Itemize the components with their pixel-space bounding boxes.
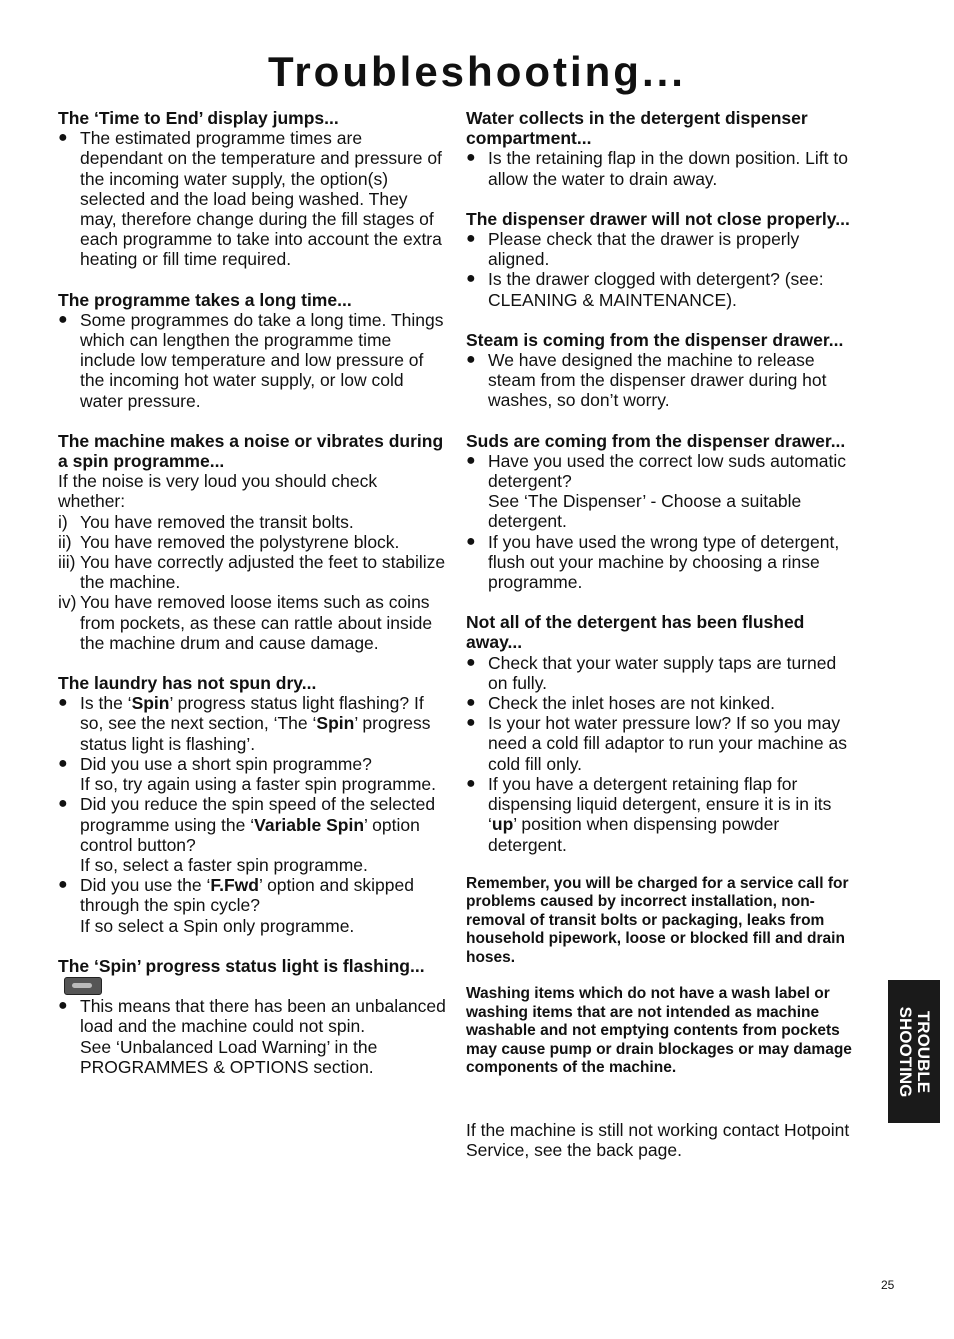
bullet-icon: ● <box>466 532 476 550</box>
bullet-item: ● Did you reduce the spin speed of the selected programme using the ‘Variable Spin’ option control button? <box>58 794 436 855</box>
bullet-icon: ● <box>466 714 476 732</box>
section-heading: The ‘Time to End’ display jumps... <box>58 108 339 128</box>
bullet-icon: ● <box>58 129 68 147</box>
bullet-continuation: See ‘The Dispenser’ - Choose a suitable detergent. <box>488 491 802 532</box>
section-not-flushed <box>466 612 858 854</box>
bullet-icon: ● <box>58 876 68 894</box>
bullet-icon: ● <box>58 310 68 328</box>
section-steam <box>466 330 858 411</box>
bullet-continuation: If so, select a faster spin programme. <box>80 854 368 875</box>
list-item: iii) You have correctly adjusted the feet to stabilize the machine. <box>58 552 446 593</box>
section-intro: If the noise is very loud you should check whether: <box>58 471 378 512</box>
right-column <box>466 108 858 1160</box>
bullet-item: ● Did you use a short spin programme? <box>58 753 372 774</box>
bullet-icon: ● <box>466 774 476 792</box>
section-programme-long <box>58 290 448 411</box>
bullet-item: ● This means that there has been an unbalanced load and the machine could not spin. <box>58 996 446 1037</box>
bullet-item: ● Check the inlet hoses are not kinked. <box>466 693 775 714</box>
bullet-item: ● Is the retaining flap in the down position. Lift to allow the water to drain away. <box>466 148 848 189</box>
bullet-item: ● Some programmes do take a long time. Things which can lengthen the programme time include low temperature and low pressure of the incoming hot water supply, or low cold water pressure. <box>58 309 444 411</box>
bullet-item: ● If you have a detergent retaining flap for dispensing liquid detergent, ensure it is in its ‘up’ position when dispensing powder detergent. <box>466 773 832 855</box>
list-item: iv) You have removed loose items such as coins from pockets, as these can rattle about inside the machine drum and cause damage. <box>58 592 433 653</box>
list-item: i) You have removed the transit bolts. <box>58 511 354 532</box>
section-heading: Suds are coming from the dispenser drawer... <box>466 430 846 451</box>
section-heading: The laundry has not spun dry... <box>58 673 317 694</box>
washing-items-note: Washing items which do not have a wash label or washing items that are not intended as machine washable and not emptying contents from pockets may cause pump or drain blockages or may damage components of the machine. <box>466 985 852 1077</box>
section-spin-light-flashing <box>58 956 448 1077</box>
section-side-tab <box>888 980 940 1123</box>
bullet-item: ● Is your hot water pressure low? If so you may need a cold fill adaptor to run your machine as cold fill only. <box>466 713 847 774</box>
bullet-icon: ● <box>466 149 476 167</box>
section-heading: The dispenser drawer will not close properly... <box>466 208 850 229</box>
service-charge-note: Remember, you will be charged for a service call for problems caused by incorrect installation, non-removal of transit bolts or packaging, leaks from household pipework, loose or blocked fill and drain hoses. <box>466 874 849 966</box>
section-noise-vibrates <box>58 431 448 653</box>
bullet-icon: ● <box>466 694 476 712</box>
section-heading: The ‘Spin’ progress status light is flashing... <box>58 956 448 996</box>
bullet-icon: ● <box>58 754 68 772</box>
bullet-item: ● Is the drawer clogged with detergent? (see: CLEANING & MAINTENANCE). <box>466 269 824 310</box>
section-time-to-end <box>58 108 448 270</box>
bullet-item: ● We have designed the machine to release steam from the dispenser drawer during hot washes, so don’t worry. <box>466 350 827 411</box>
bullet-item: ● Did you use the ‘F.Fwd’ option and skipped through the spin cycle? <box>58 875 414 916</box>
spin-status-light-icon <box>64 977 102 995</box>
bullet-continuation: If so, try again using a faster spin programme. <box>80 774 436 795</box>
bullet-icon: ● <box>466 230 476 248</box>
section-water-collects <box>466 108 858 189</box>
bullet-icon: ● <box>466 351 476 369</box>
section-heading: The machine makes a noise or vibrates during a spin programme... <box>58 430 444 472</box>
side-tab-label-line1: TROUBLE <box>914 1010 933 1093</box>
bullet-icon: ● <box>466 270 476 288</box>
bullet-icon: ● <box>58 795 68 813</box>
bullet-item: ● If you have used the wrong type of detergent, flush out your machine by choosing a rinse programme. <box>466 531 840 593</box>
contact-service-text: If the machine is still not working contact Hotpoint Service, see the back page. <box>466 1119 850 1160</box>
left-column <box>58 108 448 1097</box>
bullet-item: ● Is the ‘Spin’ progress status light flashing? If so, see the next section, ‘The ‘Spin’ progress status light is flashing’. <box>58 693 431 754</box>
page-title: Troubleshooting... <box>268 48 686 95</box>
bullet-item: ● Have you used the correct low suds automatic detergent? <box>466 450 846 492</box>
section-heading: Steam is coming from the dispenser drawer... <box>466 329 844 350</box>
bullet-item: ● Please check that the drawer is properly aligned. <box>466 229 800 270</box>
bullet-item: ● Check that your water supply taps are turned on fully. <box>466 652 837 693</box>
bullet-icon: ● <box>58 997 68 1015</box>
bullet-item: ● The estimated programme times are dependant on the temperature and pressure of the incoming water supply, the option(s) selected and the load being washed. They may, therefore change during the fill stages of each programme to take into account the extra heating or fill time required. <box>58 128 442 270</box>
section-drawer-not-close <box>466 209 858 310</box>
section-suds <box>466 431 858 593</box>
bullet-icon: ● <box>466 653 476 671</box>
side-tab-label-line2: SHOOTING <box>896 1006 915 1097</box>
section-heading: Water collects in the detergent dispenser compartment... <box>466 108 808 149</box>
section-heading: Not all of the detergent has been flushed away... <box>466 612 805 653</box>
bullet-icon: ● <box>466 451 476 469</box>
section-heading: The programme takes a long time... <box>58 289 352 310</box>
list-item: ii) You have removed the polystyrene block. <box>58 531 400 552</box>
bullet-icon: ● <box>58 694 68 712</box>
bullet-continuation: See ‘Unbalanced Load Warning’ in the PROGRAMMES & OPTIONS section. <box>80 1036 378 1077</box>
bullet-continuation: If so select a Spin only programme. <box>80 915 355 936</box>
page-number: 25 <box>881 1278 895 1292</box>
section-not-spun-dry <box>58 673 448 936</box>
